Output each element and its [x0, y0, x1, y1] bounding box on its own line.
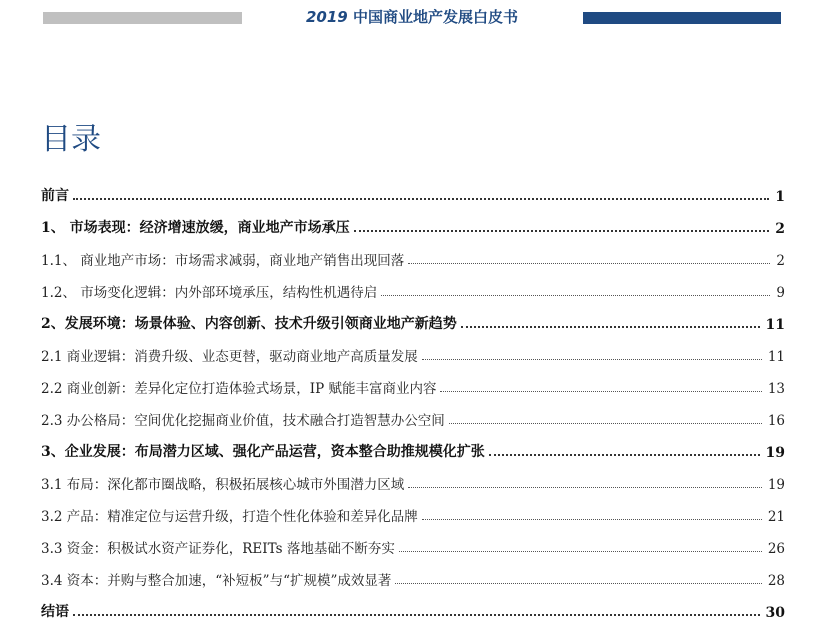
toc-leader-dots — [489, 454, 760, 456]
table-of-contents — [41, 178, 785, 626]
toc-page-number: 28 — [767, 573, 785, 589]
toc-entry-section-3-4[interactable] — [41, 562, 785, 594]
toc-leader-dots — [73, 198, 769, 200]
toc-entry-section-3-3[interactable] — [41, 530, 785, 562]
toc-entry-label: 2、发展环境：场景体验、内容创新、技术升级引领商业地产新趋势 — [41, 316, 457, 332]
toc-entry-section-1-1[interactable] — [41, 242, 785, 274]
toc-heading: 目录 — [41, 122, 101, 157]
toc-entry-label: 结语 — [41, 604, 69, 620]
toc-entry-label: 2.2 商业创新：差异化定位打造体验式场景，IP 赋能丰富商业内容 — [41, 381, 437, 397]
toc-page-number: 11 — [767, 349, 785, 365]
toc-leader-dots — [408, 487, 762, 488]
toc-page-number: 16 — [767, 413, 785, 429]
toc-entry-section-2-2[interactable] — [41, 370, 785, 402]
toc-page-number: 1 — [775, 189, 785, 205]
toc-leader-dots — [440, 391, 761, 392]
toc-page-number: 9 — [776, 285, 785, 301]
toc-entry-section-1-2[interactable] — [41, 274, 785, 306]
toc-entry-chapter-2[interactable] — [41, 306, 785, 338]
header-title-text: 中国商业地产发展白皮书 — [352, 8, 518, 26]
toc-page-number: 11 — [765, 317, 785, 333]
toc-entry-label: 1.2、 市场变化逻辑：内外部环境承压，结构性机遇待启 — [41, 285, 378, 301]
toc-page-number: 30 — [765, 605, 785, 621]
toc-leader-dots — [73, 614, 760, 616]
toc-entry-label: 3.2 产品：精准定位与运营升级，打造个性化体验和差异化品牌 — [41, 509, 418, 525]
toc-page-number: 19 — [767, 477, 785, 493]
toc-entry-section-2-1[interactable] — [41, 338, 785, 370]
toc-page-number: 2 — [776, 253, 785, 269]
toc-leader-dots — [461, 326, 760, 328]
toc-entry-label: 3.1 布局：深化都市圈战略，积极拓展核心城市外围潜力区域 — [41, 477, 405, 493]
document-header-title — [252, 5, 572, 29]
toc-entry-label: 前言 — [41, 188, 69, 204]
toc-page-number: 19 — [765, 445, 785, 461]
toc-entry-label: 2.3 办公格局：空间优化挖掘商业价值，技术融合打造智慧办公空间 — [41, 413, 445, 429]
toc-leader-dots — [381, 295, 770, 296]
header-gray-bar — [43, 12, 242, 24]
toc-entry-label: 3.4 资本：并购与整合加速，“补短板”与“扩规模”成效显著 — [41, 573, 392, 589]
toc-page-number: 21 — [767, 509, 785, 525]
toc-leader-dots — [395, 583, 761, 584]
toc-entry-section-2-3[interactable] — [41, 402, 785, 434]
toc-entry-label: 3、企业发展：布局潜力区域、强化产品运营，资本整合助推规模化扩张 — [41, 444, 485, 460]
toc-page-number: 26 — [767, 541, 785, 557]
toc-leader-dots — [422, 359, 762, 360]
toc-entry-label: 1.1、 商业地产市场：市场需求减弱，商业地产销售出现回落 — [41, 253, 405, 269]
toc-entry-section-3-1[interactable] — [41, 466, 785, 498]
toc-leader-dots — [399, 551, 762, 552]
toc-entry-section-3-2[interactable] — [41, 498, 785, 530]
toc-entry-label: 1、 市场表现：经济增速放缓，商业地产市场承压 — [41, 220, 350, 236]
toc-entry-chapter-1[interactable] — [41, 210, 785, 242]
toc-leader-dots — [354, 230, 770, 232]
toc-leader-dots — [422, 519, 762, 520]
toc-entry-label: 2.1 商业逻辑：消费升级、业态更替，驱动商业地产高质量发展 — [41, 349, 418, 365]
header-blue-bar — [583, 12, 781, 24]
toc-page-number: 13 — [767, 381, 785, 397]
toc-leader-dots — [408, 263, 770, 264]
toc-leader-dots — [449, 423, 762, 424]
toc-entry-preface[interactable] — [41, 178, 785, 210]
toc-page-number: 2 — [775, 221, 785, 237]
toc-entry-label: 3.3 资金：积极试水资产证券化，REITs 落地基础不断夯实 — [41, 541, 395, 557]
toc-entry-chapter-3[interactable] — [41, 434, 785, 466]
header-year: 2019 — [306, 8, 348, 26]
toc-entry-conclusion[interactable] — [41, 594, 785, 626]
